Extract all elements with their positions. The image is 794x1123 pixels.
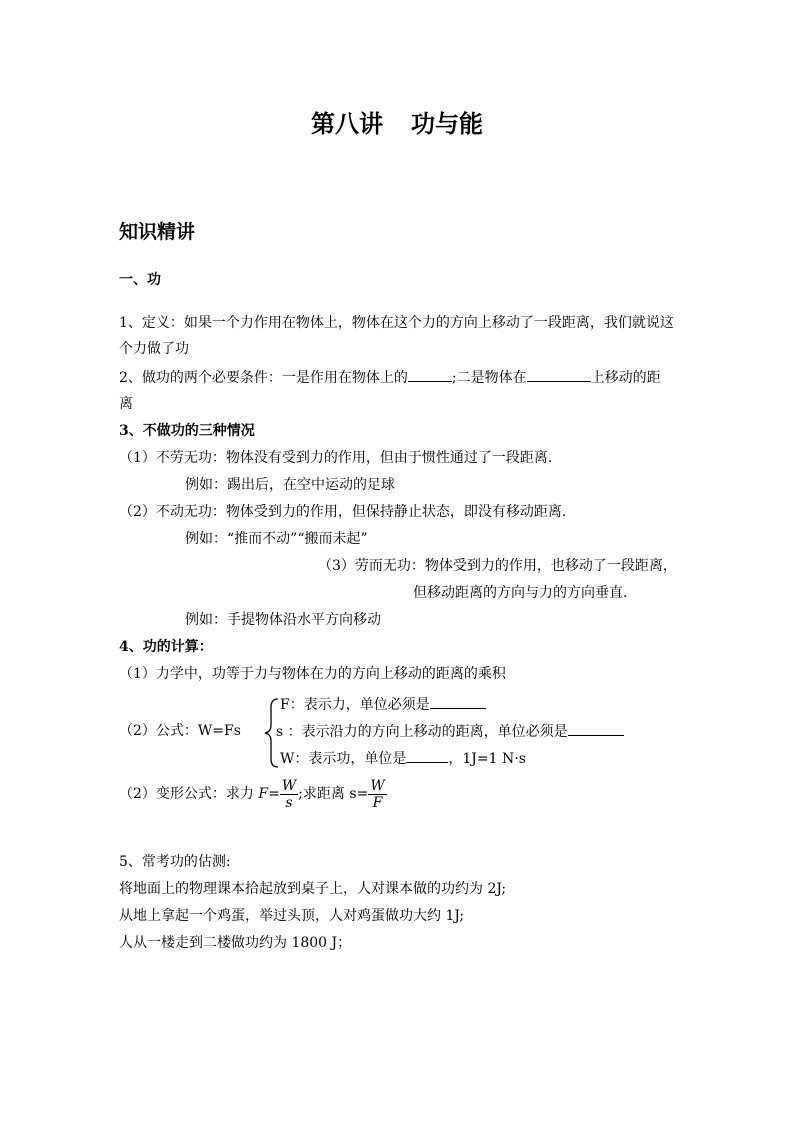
heading-calculation: 4、功的计算： — [119, 639, 213, 655]
case-1-example: 例如：踢出后，在空中运动的足球 — [185, 477, 395, 493]
case-2: （2）不动无功：物体受到力的作用，但保持静止状态，即没有移动距离. — [119, 504, 567, 520]
f-definition-text: F：表示力，单位必须是 — [280, 697, 430, 713]
conditions-text-b: ;二是物体在 — [451, 370, 527, 386]
formula-f-definition — [280, 694, 486, 715]
conditions-text-c: 上移动的距 — [590, 370, 661, 386]
blank-field-5 — [406, 748, 448, 763]
w-definition-text: W：表示功，单位是 — [280, 751, 407, 767]
blank-field-4 — [568, 721, 624, 736]
blank-field-2 — [527, 367, 591, 382]
fraction-1-denominator: s — [285, 794, 293, 811]
page-title — [0, 104, 794, 139]
heading-estimation: 5、常考功的估测: — [119, 854, 231, 870]
w-definition-tail: ，1J=1 N·s — [448, 751, 526, 767]
conditions-line-1 — [119, 367, 661, 388]
definition-line-2: 个力做了功 — [119, 341, 189, 357]
transform-label: （2）变形公式：求力 — [119, 786, 254, 802]
formula-w-definition — [280, 748, 526, 769]
estimate-3: 人从一楼走到二楼做功约为 1800 J； — [119, 935, 352, 951]
equals-sign-2: = — [356, 786, 369, 802]
case-2-example: 例如：“推而不动”“搬而未起” — [185, 531, 368, 547]
fraction-2-numerator: W — [370, 777, 385, 794]
case-1: （1）不劳无功：物体没有受到力的作用，但由于惯性通过了一段距离. — [119, 450, 553, 466]
estimate-2: 从地上拿起一个鸡蛋，举过头顶，人对鸡蛋做功大约 1J; — [119, 908, 465, 924]
fraction-w-over-f — [368, 778, 386, 811]
formula-label: （2）公式：W=Fs — [119, 723, 241, 739]
title-topic: 功与能 — [411, 109, 483, 138]
transform-separator: ;求距离 — [298, 786, 345, 802]
equals-sign-1: = — [268, 786, 280, 802]
s-definition-text: s ：表示沿力的方向上移动的距离，单位必须是 — [276, 724, 568, 740]
fraction-w-over-s — [280, 778, 298, 811]
case-3-line-2: 但移动距离的方向与力的方向垂直. — [413, 585, 628, 601]
definition-line-1: 1、定义：如果一个力作用在物体上，物体在这个力的方向上移动了一段距离，我们就说这 — [119, 315, 674, 331]
transform-formula — [119, 776, 387, 816]
case-3-line-1: （3）劳而无功：物体受到力的作用，也移动了一段距离， — [318, 558, 677, 574]
section-title: 知识精讲 — [119, 221, 196, 243]
blank-field-1 — [408, 367, 452, 382]
case-3-example: 例如：手提物体沿水平方向移动 — [185, 612, 381, 628]
heading-work: 一、功 — [119, 272, 161, 288]
title-lecture-number: 第八讲 — [311, 109, 383, 138]
fraction-1-numerator: W — [281, 777, 297, 794]
formula-s-definition — [276, 721, 624, 742]
var-f: F — [258, 786, 269, 802]
estimate-1: 将地面上的物理课本拾起放到桌子上，人对课本做的功约为 2J; — [119, 881, 507, 897]
blank-field-3 — [430, 694, 486, 709]
heading-no-work: 3、不做功的三种情况 — [119, 423, 255, 439]
conditions-text-a: 2、做功的两个必要条件：一是作用在物体上的 — [119, 370, 408, 386]
var-s: s — [349, 786, 357, 802]
calculation-rule: （1）力学中，功等于力与物体在力的方向上移动的距离的乘积 — [119, 666, 506, 682]
conditions-line-2: 离 — [119, 396, 133, 412]
fraction-2-denominator: F — [372, 794, 383, 811]
